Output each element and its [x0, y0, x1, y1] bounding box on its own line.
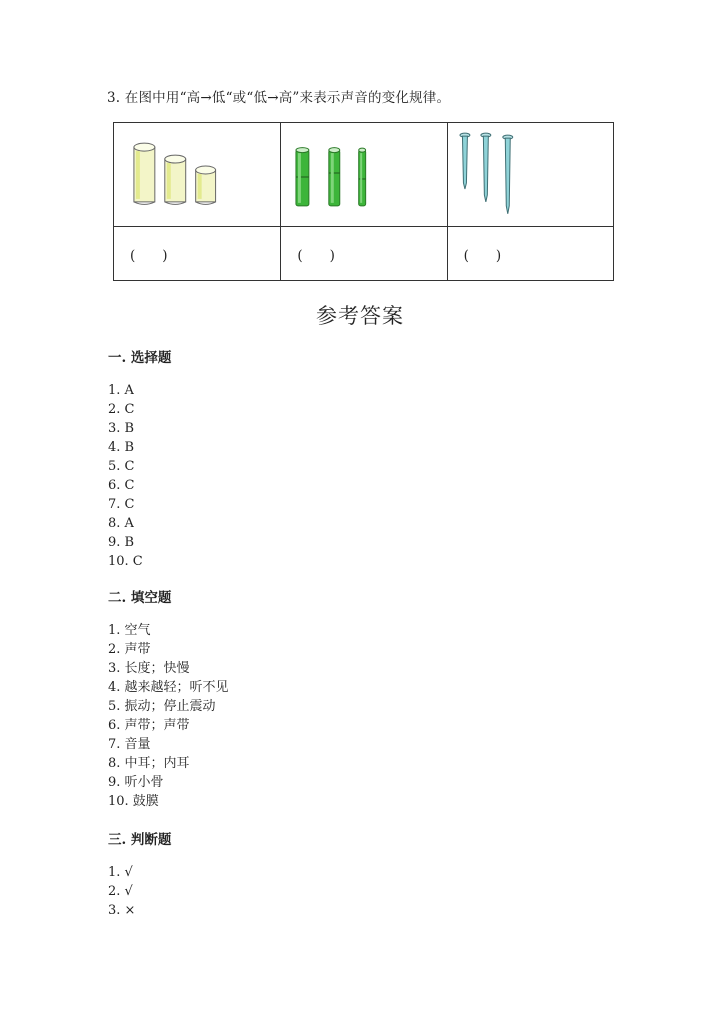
list-item: 3. 长度；快慢 [108, 661, 190, 676]
section-heading-choice: 一. 选择题 [108, 350, 172, 366]
list-item: 4. 越来越轻；听不见 [108, 680, 229, 695]
list-item: 2. 声带 [108, 642, 151, 657]
nails-cell [447, 123, 613, 227]
page-title: 参考答案 [316, 304, 404, 328]
answer-row [114, 227, 614, 281]
list-item: 8. 中耳；内耳 [108, 756, 190, 771]
picture-table [113, 122, 614, 281]
choice-answer-list [108, 381, 143, 571]
list-item: 8. A [108, 516, 134, 531]
list-item: 7. 音量 [108, 737, 151, 752]
section-heading-judge: 三. 判断题 [108, 832, 172, 848]
judge-answer-list [108, 863, 135, 920]
answer-blank-1[interactable]: ( ) [114, 227, 281, 281]
list-item: 6. C [108, 478, 135, 493]
list-item: 10. C [108, 554, 143, 569]
list-item: 7. C [108, 497, 135, 512]
list-item: 1. 空气 [108, 623, 151, 638]
list-item: 10. 鼓膜 [108, 794, 159, 809]
list-item: 3. × [108, 903, 136, 918]
bottles-cell [114, 123, 281, 227]
fill-answer-list [108, 621, 229, 811]
list-item: 9. 听小骨 [108, 775, 164, 790]
list-item: 3. B [108, 421, 135, 436]
list-item: 9. B [108, 535, 135, 550]
list-item: 6. 声带；声带 [108, 718, 190, 733]
bottles-icon [114, 123, 280, 226]
list-item: 2. C [108, 402, 135, 417]
list-item: 4. B [108, 440, 135, 455]
picture-row [114, 123, 614, 227]
list-item: 5. 振动；停止震动 [108, 699, 216, 714]
bamboo-cell [281, 123, 447, 227]
question-text: 3. 在图中用“高→低“或“低→高”来表示声音的变化规律。 [107, 90, 451, 106]
list-item: 1. √ [108, 865, 133, 880]
answer-blank-3[interactable]: ( ) [447, 227, 613, 281]
list-item: 5. C [108, 459, 135, 474]
nails-icon [448, 123, 613, 226]
list-item: 2. √ [108, 884, 133, 899]
bamboo-tubes-icon [281, 123, 446, 226]
answer-blank-2[interactable]: ( ) [281, 227, 447, 281]
list-item: 1. A [108, 383, 134, 398]
section-heading-fill: 二. 填空题 [108, 590, 172, 606]
